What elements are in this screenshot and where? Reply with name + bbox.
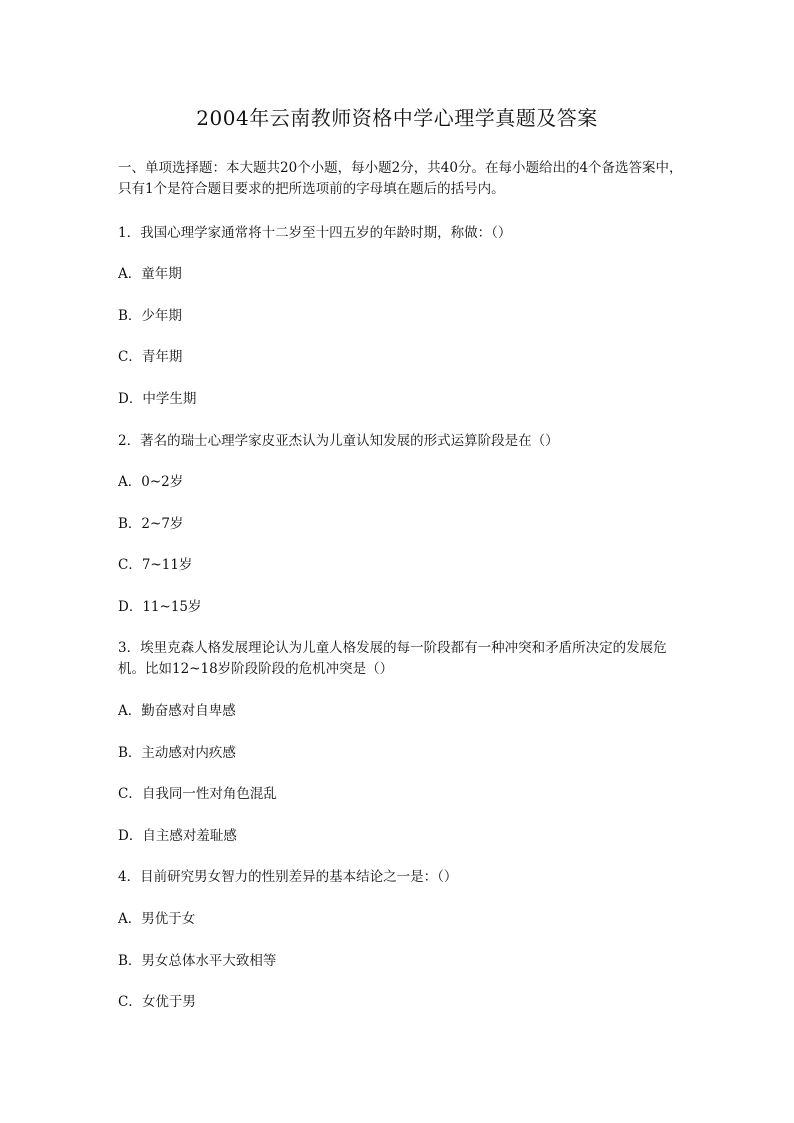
question-2-stem: 2．著名的瑞士心理学家皮亚杰认为儿童认知发展的形式运算阶段是在（） (118, 433, 559, 449)
question-3-option-a: A．勤奋感对自卑感 (118, 703, 236, 719)
question-3-option-c: C．自我同一性对角色混乱 (118, 786, 277, 802)
question-1-stem: 1．我国心理学家通常将十二岁至十四五岁的年龄时期，称做：（） (118, 225, 512, 241)
question-2-option-d: D．11~15岁 (118, 599, 202, 615)
question-2-option-b: B．2~7岁 (118, 516, 184, 532)
question-3-option-b: B．主动感对内疚感 (118, 745, 236, 761)
question-3-stem: 3．埃里克森人格发展理论认为儿童人格发展的每一阶段都有一种冲突和矛盾所决定的发展危机。比如12~18岁阶段阶段的危机冲突是（） (118, 640, 667, 677)
question-1-option-b: B．少年期 (118, 308, 182, 324)
question-3-option-d: D．自主感对羞耻感 (118, 828, 237, 844)
question-4-stem: 4．目前研究男女智力的性别差异的基本结论之一是：（） (118, 869, 458, 885)
question-1-option-c: C．青年期 (118, 349, 183, 365)
question-2-option-c: C．7~11岁 (118, 557, 193, 573)
section-intro: 一、单项选择题：本大题共20个小题，每小题2分，共40分。在每小题给出的4个备选答案中，只有1个是符合题目要求的把所选项前的字母填在题后的括号内。 (118, 160, 683, 197)
question-2-option-a: A．0~2岁 (118, 474, 184, 490)
question-4-option-a: A．男优于女 (118, 911, 196, 927)
document-title: 2004年云南教师资格中学心理学真题及答案 (196, 106, 598, 130)
question-4-option-c: C．女优于男 (118, 994, 196, 1010)
question-1-option-d: D．中学生期 (118, 391, 197, 407)
question-4-option-b: B．男女总体水平大致相等 (118, 953, 277, 969)
question-1-option-a: A．童年期 (118, 266, 182, 282)
